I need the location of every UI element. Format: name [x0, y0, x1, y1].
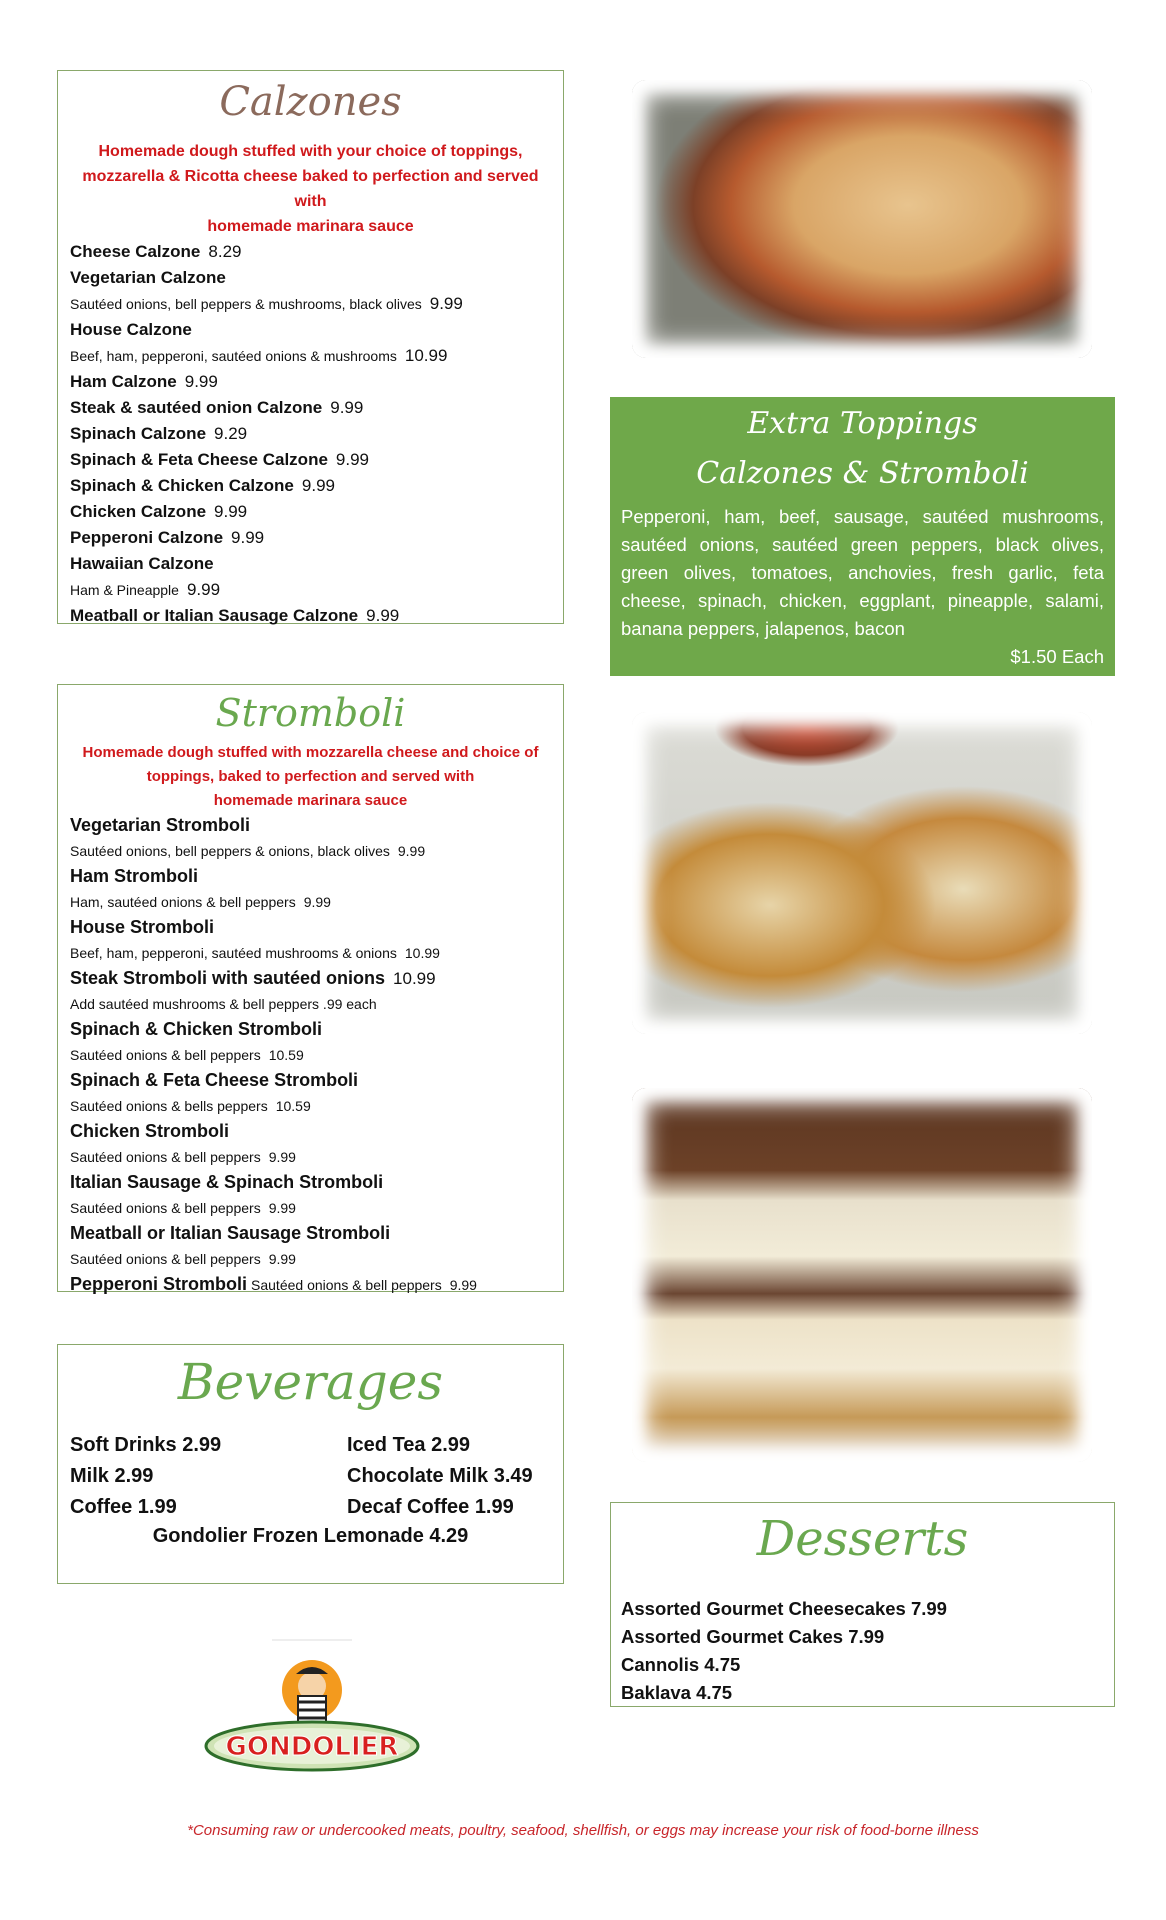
- calzones-item-price: 9.99: [186, 580, 221, 599]
- calzones-item: [70, 577, 563, 603]
- calzones-item: [70, 473, 563, 499]
- stromboli-item: [70, 1043, 563, 1068]
- stromboli-item: [70, 1170, 563, 1196]
- calzones-item-price: 9.99: [301, 476, 335, 495]
- calzones-item-price: 8.29: [208, 242, 242, 261]
- stromboli-item: [70, 1247, 563, 1272]
- stromboli-item: [70, 1272, 563, 1298]
- calzones-item-name: Meatball or Italian Sausage Calzone: [70, 606, 359, 625]
- stromboli-item-detail: Sautéed onions & bell peppers: [70, 1047, 261, 1063]
- stromboli-item-price: 10.59: [275, 1098, 311, 1114]
- beverage-item: Milk 2.99: [70, 1465, 154, 1487]
- stromboli-item-name: Spinach & Chicken Stromboli: [70, 1019, 323, 1039]
- calzones-item-name: Steak & sautéed onion Calzone: [70, 398, 323, 417]
- stromboli-item: [70, 1017, 563, 1043]
- calzones-item-name: Vegetarian Calzone: [70, 268, 226, 287]
- beverages-title: Beverages: [177, 1353, 444, 1411]
- stromboli-item-price: 10.99: [393, 969, 436, 988]
- beverages-list: [58, 1431, 563, 1522]
- calzones-section: [57, 70, 564, 624]
- stromboli-description-line: toppings, baked to perfection and served with: [146, 768, 475, 785]
- calzones-item-price: 9.99: [429, 294, 463, 313]
- calzones-item-name: Cheese Calzone: [70, 242, 201, 261]
- stromboli-item: [70, 1196, 563, 1221]
- beverage-item: Coffee 1.99: [70, 1496, 177, 1518]
- calzones-item-price: 9.29: [214, 424, 248, 443]
- stromboli-item-detail: Sautéed onions & bell peppers: [70, 1149, 261, 1165]
- calzones-item-price: 9.99: [335, 450, 369, 469]
- stromboli-photo: [632, 712, 1092, 1034]
- cheesecake-photo: [632, 1088, 1092, 1462]
- desserts-list: [611, 1595, 1114, 1707]
- stromboli-item-name: Vegetarian Stromboli: [70, 815, 251, 835]
- stromboli-item-name: Chicken Stromboli: [70, 1121, 230, 1141]
- stromboli-item-price: 9.99: [268, 1149, 296, 1165]
- stromboli-item-price: 10.99: [404, 945, 440, 961]
- beverage-item: Chocolate Milk 3.49: [347, 1465, 533, 1487]
- calzones-item: [70, 551, 563, 577]
- toppings-subtitle: Calzones & Stromboli: [696, 456, 1029, 491]
- stromboli-item: [70, 941, 563, 966]
- beverage-item: Soft Drinks 2.99: [70, 1434, 222, 1456]
- stromboli-item-detail: Ham, sautéed onions & bell peppers: [70, 894, 296, 910]
- stromboli-description: [68, 741, 553, 813]
- stromboli-item-price: 9.99: [303, 894, 331, 910]
- calzones-item: [70, 421, 563, 447]
- calzones-item-name: Spinach & Feta Cheese Calzone: [70, 450, 328, 469]
- beverage-item: Decaf Coffee 1.99: [347, 1496, 514, 1518]
- calzones-item: [70, 317, 563, 343]
- stromboli-item-detail: Sautéed onions & bell peppers: [70, 1200, 261, 1216]
- stromboli-item: [70, 1068, 563, 1094]
- desserts-title: Desserts: [756, 1511, 969, 1567]
- calzones-item-price: 9.99: [366, 606, 400, 625]
- stromboli-item-price: 9.99: [268, 1251, 296, 1267]
- calzones-item: [70, 499, 563, 525]
- stromboli-section: [57, 684, 564, 1292]
- stromboli-item: [70, 813, 563, 839]
- calzones-description-line: with: [294, 193, 327, 210]
- stromboli-item-name: House Stromboli: [70, 917, 215, 937]
- calzones-item-name: Chicken Calzone: [70, 502, 207, 521]
- calzones-description-line: Homemade dough stuffed with your choice of toppings,: [98, 143, 523, 160]
- calzones-item-detail: Beef, ham, pepperoni, sautéed onions & mushrooms: [70, 348, 397, 364]
- calzones-item-name: House Calzone: [70, 320, 192, 339]
- stromboli-item: [70, 915, 563, 941]
- stromboli-item: [70, 1221, 563, 1247]
- dessert-item: Cannolis 4.75: [621, 1654, 741, 1675]
- stromboli-item-detail: Sautéed onions & bells peppers: [70, 1098, 268, 1114]
- gondolier-logo: [202, 1638, 422, 1776]
- beverage-item: Iced Tea 2.99: [347, 1434, 471, 1456]
- calzones-item: [70, 265, 563, 291]
- calzones-item: [70, 291, 563, 317]
- calzones-item: [70, 447, 563, 473]
- stromboli-item-name: Spinach & Feta Cheese Stromboli: [70, 1070, 359, 1090]
- stromboli-item: [70, 966, 563, 992]
- calzones-title: Calzones: [219, 79, 402, 125]
- calzones-item: [70, 369, 563, 395]
- stromboli-item: [70, 864, 563, 890]
- logo-text: GONDOLIER: [225, 1732, 399, 1762]
- stromboli-item-name: Italian Sausage & Spinach Stromboli: [70, 1172, 384, 1192]
- stromboli-description-line: Homemade dough stuffed with mozzarella cheese and choice of: [82, 744, 539, 761]
- stromboli-item-detail: Add sautéed mushrooms & bell peppers .99 each: [70, 996, 377, 1012]
- stromboli-item-detail: Sautéed onions, bell peppers & onions, black olives: [70, 843, 390, 859]
- calzones-description-line: mozzarella & Ricotta cheese baked to perfection and served: [82, 168, 539, 185]
- stromboli-item-price: 9.99: [268, 1200, 296, 1216]
- calzones-item-name: Pepperoni Calzone: [70, 528, 224, 547]
- calzones-item: [70, 239, 563, 265]
- footer-disclaimer: *Consuming raw or undercooked meats, poultry, seafood, shellfish, or eggs may increase your risk of food-borne illness: [187, 1822, 979, 1839]
- toppings-list: Pepperoni, ham, beef, sausage, sautéed mushrooms, sautéed onions, sautéed green peppers, black olives, green olives, tomatoes, anchovies, fresh garlic, feta cheese, spinach, chicken, eggplant, pineapple, salami, banana peppers, jalapenos, bacon: [621, 506, 1104, 639]
- calzones-item-name: Hawaiian Calzone: [70, 554, 214, 573]
- stromboli-item-name: Pepperoni Stromboli: [70, 1274, 248, 1294]
- calzone-photo: [632, 80, 1092, 358]
- stromboli-item-detail: Beef, ham, pepperoni, sautéed mushrooms & onions: [70, 945, 397, 961]
- toppings-price: $1.50 Each: [1010, 646, 1104, 667]
- stromboli-item-price: 9.99: [449, 1277, 477, 1293]
- calzones-item-detail: Sautéed onions, bell peppers & mushrooms, black olives: [70, 296, 422, 312]
- stromboli-item-price: 10.59: [268, 1047, 304, 1063]
- stromboli-item-name: Meatball or Italian Sausage Stromboli: [70, 1223, 391, 1243]
- calzones-item-price: 9.99: [184, 372, 218, 391]
- beverage-item-lemonade: Gondolier Frozen Lemonade 4.29: [152, 1525, 469, 1547]
- stromboli-item: [70, 1145, 563, 1170]
- calzones-description: [68, 139, 553, 239]
- stromboli-description-line: homemade marinara sauce: [213, 792, 408, 809]
- toppings-title: Extra Toppings: [747, 406, 978, 441]
- stromboli-item: [70, 839, 563, 864]
- stromboli-title: Stromboli: [215, 691, 406, 735]
- calzones-item-name: Spinach Calzone: [70, 424, 207, 443]
- calzones-item-name: Spinach & Chicken Calzone: [70, 476, 294, 495]
- stromboli-item-name: Steak Stromboli with sautéed onions: [70, 968, 386, 988]
- calzones-item: [70, 603, 563, 629]
- dessert-item: Assorted Gourmet Cheesecakes 7.99: [621, 1598, 947, 1619]
- stromboli-item-detail: Sautéed onions & bell peppers: [70, 1251, 261, 1267]
- beverages-section: [57, 1344, 564, 1584]
- calzones-item-name: Ham Calzone: [70, 372, 177, 391]
- calzones-item-price: 9.99: [330, 398, 364, 417]
- stromboli-item: [70, 1119, 563, 1145]
- calzones-item-detail: Ham & Pineapple: [70, 582, 179, 598]
- calzones-item-price: 9.99: [214, 502, 248, 521]
- desserts-section: [610, 1502, 1115, 1707]
- dessert-item: Baklava 4.75: [621, 1682, 733, 1703]
- stromboli-list: [58, 813, 563, 1298]
- calzones-item: [70, 525, 563, 551]
- stromboli-item: [70, 890, 563, 915]
- stromboli-item: [70, 1094, 563, 1119]
- stromboli-item-price: 9.99: [397, 843, 426, 859]
- calzones-item-price: 10.99: [404, 346, 448, 365]
- calzones-item-price: 9.99: [231, 528, 265, 547]
- calzones-description-line: homemade marinara sauce: [207, 218, 414, 235]
- calzones-list: [58, 239, 563, 629]
- dessert-item: Assorted Gourmet Cakes 7.99: [621, 1626, 885, 1647]
- calzones-item: [70, 395, 563, 421]
- stromboli-item: [70, 992, 563, 1017]
- stromboli-item-detail: Sautéed onions & bell peppers: [251, 1277, 442, 1293]
- calzones-item: [70, 343, 563, 369]
- extra-toppings-section: [610, 397, 1115, 676]
- stromboli-item-name: Ham Stromboli: [70, 866, 199, 886]
